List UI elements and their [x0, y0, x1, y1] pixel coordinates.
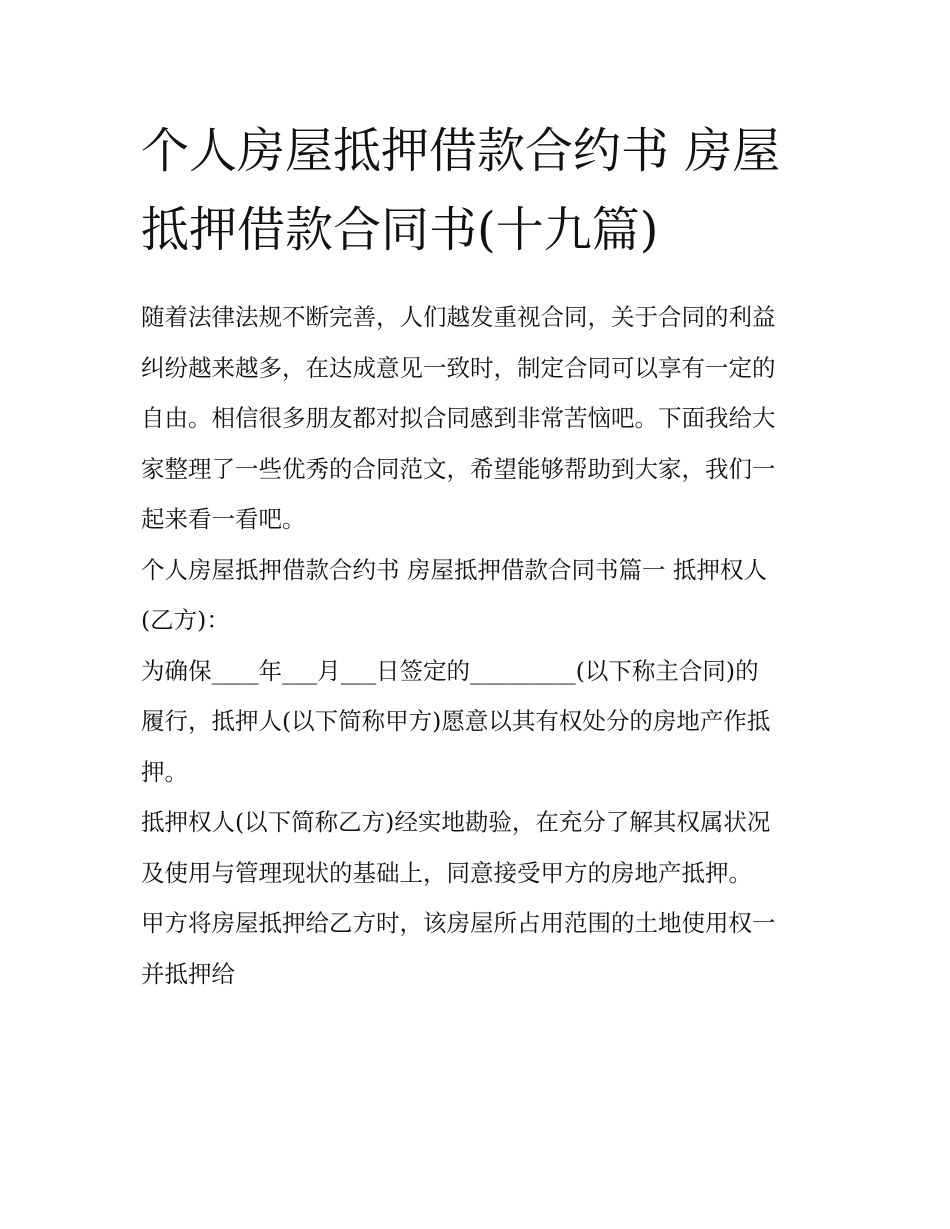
contract-clause-paragraph — [141, 646, 813, 798]
text-line: (乙方)： — [141, 606, 230, 634]
document-body — [141, 112, 813, 999]
title-line: 抵押借款合同书(十九篇) — [141, 202, 659, 258]
text-line: 履行，抵押人(以下简称甲方)愿意以其有权处分的房地产作抵 — [141, 707, 771, 735]
title-line: 个人房屋抵押借款合约书 房屋 — [141, 123, 781, 179]
contract-clause-paragraph — [141, 797, 813, 898]
text-line: 及使用与管理现状的基础上，同意接受甲方的房地产抵押。 — [141, 858, 752, 887]
contract-clause-paragraph — [141, 898, 813, 999]
text-line: 自由。相信很多朋友都对拟合同感到非常苦恼吧。下面我给大 — [141, 404, 776, 432]
text-line: 押。 — [141, 757, 188, 786]
text-line: 为确保____年___月___日签定的_________(以下称主合同)的 — [141, 656, 759, 685]
text-line: 纠纷越来越多，在达成意见一致时，制定合同可以享有一定的 — [141, 353, 776, 382]
text-line: 随着法律法规不断完善，人们越发重视合同，关于合同的利益 — [141, 303, 776, 331]
text-line: 并抵押给 — [141, 959, 235, 988]
document-title — [141, 112, 813, 270]
text-line: 抵押权人(以下简称乙方)经实地勘验，在充分了解其权属状况 — [141, 808, 771, 836]
text-line: 起来看一看吧。 — [141, 505, 306, 533]
text-line: 家整理了一些优秀的合同范文，希望能够帮助到大家，我们一 — [141, 454, 776, 483]
intro-paragraph — [141, 292, 813, 545]
section-heading-paragraph — [141, 545, 813, 646]
text-line: 个人房屋抵押借款合约书 房屋抵押借款合同书篇一 抵押权人 — [141, 555, 767, 584]
text-line: 甲方将房屋抵押给乙方时，该房屋所占用范围的土地使用权一 — [141, 909, 776, 937]
